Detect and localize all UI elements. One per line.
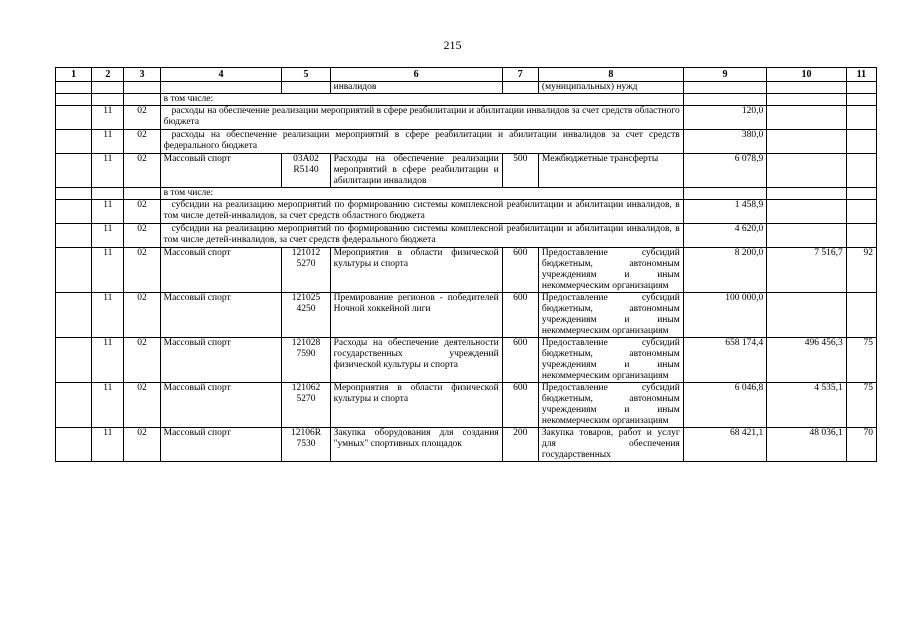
percent-cell	[846, 293, 876, 338]
section-code: 11	[92, 154, 124, 188]
amount-cell: 380,0	[683, 130, 767, 154]
percent-cell: 75	[846, 383, 876, 428]
expense-type-code: 600	[502, 383, 538, 428]
including-label: в том числе:	[160, 188, 683, 200]
table-row	[56, 383, 877, 428]
expense-type-cell: Закупка товаров, работ и услуг для обеспечения государственных	[538, 428, 683, 462]
executed-cell: 4 535,1	[767, 383, 846, 428]
section-code: 11	[92, 248, 124, 293]
executed-cell: 48 036,1	[767, 428, 846, 462]
col-header: 1	[56, 68, 92, 82]
amount-cell: 6 078,9	[683, 154, 767, 188]
table-row	[56, 248, 877, 293]
section-code: 11	[92, 293, 124, 338]
expense-type-cell: Предоставление субсидий бюджетным, автономным учреждениям и иным некоммерческим организациям	[538, 338, 683, 383]
note-row	[56, 200, 877, 224]
target-code: 12106R 7530	[282, 428, 330, 462]
expense-type-code: 200	[502, 428, 538, 462]
subsection-name: Массовый спорт	[160, 248, 282, 293]
subsection-code: 02	[124, 200, 160, 224]
amount-cell: 120,0	[683, 106, 767, 130]
subsection-name: Массовый спорт	[160, 383, 282, 428]
page-number: 215	[443, 38, 462, 52]
expense-type-code: 600	[502, 338, 538, 383]
section-code: 11	[92, 428, 124, 462]
section-code: 11	[92, 106, 124, 130]
expense-type-cell: (муниципальных) нужд	[538, 82, 683, 94]
executed-cell	[767, 154, 846, 188]
subsection-code: 02	[124, 106, 160, 130]
expense-name-cell: Закупка оборудования для создания "умных" спортивных площадок	[330, 428, 502, 462]
col-header: 3	[124, 68, 160, 82]
continuation-row	[56, 82, 877, 94]
subsection-code: 02	[124, 130, 160, 154]
expense-name-cell: Премирование регионов - победителей Ночной хоккейной лиги	[330, 293, 502, 338]
expense-type-cell: Межбюджетные трансферты	[538, 154, 683, 188]
amount-cell: 4 620,0	[683, 224, 767, 248]
subsection-code: 02	[124, 154, 160, 188]
subsection-code: 02	[124, 248, 160, 293]
including-label: в том числе:	[160, 94, 683, 106]
note-text: субсидии на реализацию мероприятий по формированию системы комплексной реабилитации и абилитации инвалидов, в том числе детей-инвалидов, за счет средств федерального бюджета	[160, 224, 683, 248]
col-header: 2	[92, 68, 124, 82]
section-code: 11	[92, 224, 124, 248]
amount-cell: 68 421,1	[683, 428, 767, 462]
subsection-name: Массовый спорт	[160, 154, 282, 188]
subsection-code: 02	[124, 383, 160, 428]
table-row	[56, 428, 877, 462]
target-code: 121012 5270	[282, 248, 330, 293]
expense-type-cell: Предоставление субсидий бюджетным, автономным учреждениям и иным некоммерческим организациям	[538, 293, 683, 338]
subsection-code: 02	[124, 338, 160, 383]
col-header: 8	[538, 68, 683, 82]
including-label-row	[56, 188, 877, 200]
section-code: 11	[92, 200, 124, 224]
subsection-code: 02	[124, 293, 160, 338]
target-code: 03А02 R5140	[282, 154, 330, 188]
section-code: 11	[92, 383, 124, 428]
expense-name-cell: Мероприятия в области физической культуры и спорта	[330, 248, 502, 293]
percent-cell	[846, 154, 876, 188]
expense-type-code: 600	[502, 248, 538, 293]
col-header: 7	[502, 68, 538, 82]
target-code: 121028 7590	[282, 338, 330, 383]
expense-type-code: 600	[502, 293, 538, 338]
target-code: 121062 5270	[282, 383, 330, 428]
percent-cell: 92	[846, 248, 876, 293]
amount-cell: 100 000,0	[683, 293, 767, 338]
col-header: 11	[846, 68, 876, 82]
col-header: 10	[767, 68, 846, 82]
header-row	[56, 68, 877, 82]
col-header: 9	[683, 68, 767, 82]
subsection-name: Массовый спорт	[160, 293, 282, 338]
amount-cell: 8 200,0	[683, 248, 767, 293]
budget-table	[55, 67, 877, 462]
col-header: 5	[282, 68, 330, 82]
amount-cell: 658 174,4	[683, 338, 767, 383]
expense-type-cell: Предоставление субсидий бюджетным, автономным учреждениям и иным некоммерческим организациям	[538, 248, 683, 293]
note-text: расходы на обеспечение реализации мероприятий в сфере реабилитации и абилитации инвалидов за счет средств областного бюджета	[160, 106, 683, 130]
note-text: субсидии на реализацию мероприятий по формированию системы комплексной реабилитации и абилитации инвалидов, в том числе детей-инвалидов, за счет средств областного бюджета	[160, 200, 683, 224]
subsection-code: 02	[124, 224, 160, 248]
col-header: 4	[160, 68, 282, 82]
note-row	[56, 130, 877, 154]
expense-name-cell: инвалидов	[330, 82, 502, 94]
note-text: расходы на обеспечение реализации мероприятий в сфере реабилитации и абилитации инвалидов за счет средств федерального бюджета	[160, 130, 683, 154]
table-row	[56, 293, 877, 338]
percent-cell: 75	[846, 338, 876, 383]
expense-type-cell: Предоставление субсидий бюджетным, автономным учреждениям и иным некоммерческим организациям	[538, 383, 683, 428]
col-header: 6	[330, 68, 502, 82]
expense-type-code: 500	[502, 154, 538, 188]
note-row	[56, 224, 877, 248]
subsection-code: 02	[124, 428, 160, 462]
section-code: 11	[92, 338, 124, 383]
note-row	[56, 106, 877, 130]
executed-cell	[767, 293, 846, 338]
amount-cell: 1 458,9	[683, 200, 767, 224]
subsection-name: Массовый спорт	[160, 338, 282, 383]
including-label-row	[56, 94, 877, 106]
expense-name-cell: Мероприятия в области физической культуры и спорта	[330, 383, 502, 428]
subsection-name: Массовый спорт	[160, 428, 282, 462]
executed-cell: 7 516,7	[767, 248, 846, 293]
table-row	[56, 338, 877, 383]
expense-name-cell: Расходы на обеспечение деятельности государственных учреждений физической культуры и спорта	[330, 338, 502, 383]
target-code: 121025 4250	[282, 293, 330, 338]
table-row	[56, 154, 877, 188]
section-code: 11	[92, 130, 124, 154]
executed-cell: 496 456,3	[767, 338, 846, 383]
amount-cell: 6 046,8	[683, 383, 767, 428]
expense-name-cell: Расходы на обеспечение реализации мероприятий в сфере реабилитации и абилитации инвалидов	[330, 154, 502, 188]
percent-cell: 70	[846, 428, 876, 462]
